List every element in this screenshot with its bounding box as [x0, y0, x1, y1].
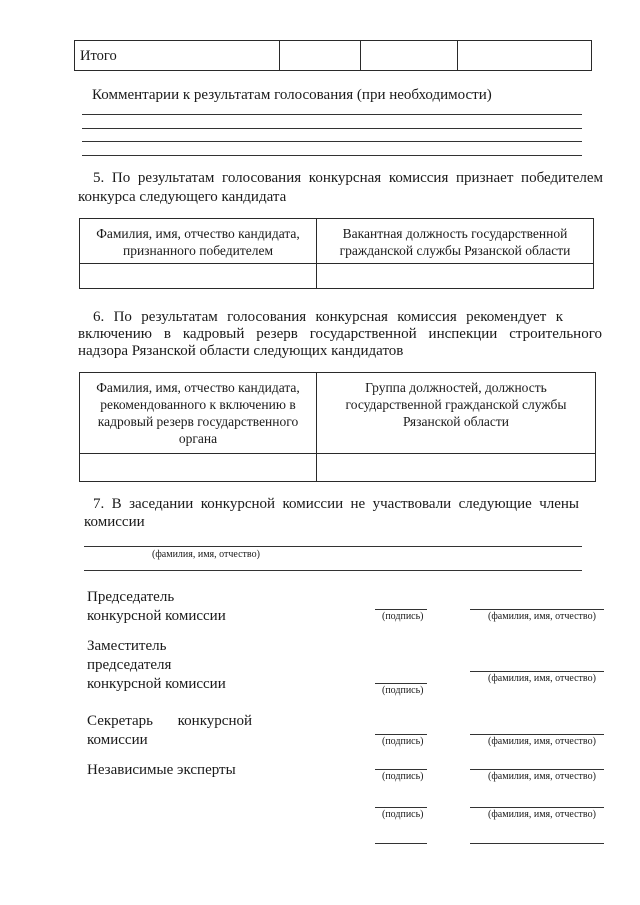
experts-title: Независимые эксперты [87, 762, 236, 778]
reserve-header-position-line-3: Рязанской области [402, 414, 510, 429]
winner-header-position-line-1: Вакантная должность государственной [342, 226, 568, 241]
secretary-fio-line [470, 734, 604, 735]
itogo-cell-2 [280, 41, 361, 71]
itogo-label: Итого [80, 48, 117, 64]
secretary-title [87, 712, 252, 750]
secretary-title-line-2: комиссии [87, 732, 148, 748]
expert-2-sign-line [375, 807, 427, 808]
comments-line-4 [82, 155, 582, 156]
secretary-sign-caption: (подпись) [382, 736, 424, 747]
chair-fio-caption: (фамилия, имя, отчество) [488, 611, 596, 622]
comments-label: Комментарии к результатам голосования (при необходимости) [92, 87, 492, 103]
secretary-sign-line [375, 734, 427, 735]
section5-line-2: конкурса следующего кандидата [78, 189, 287, 205]
comments-line-1 [82, 114, 582, 115]
winner-header-fio [80, 219, 317, 264]
absent-members-line-1 [84, 546, 582, 547]
section6-line-3: надзора Рязанской области следующих кандидатов [78, 343, 404, 359]
reserve-fio-cell [80, 454, 317, 482]
reserve-header-position-line-2: государственной гражданской службы [345, 397, 567, 412]
deputy-title-line-2: председателя [87, 657, 172, 673]
secretary-title-word-1: Секретарь [87, 713, 154, 729]
expert-3-sign-line [375, 843, 427, 844]
itogo-cell-4 [458, 41, 592, 71]
reserve-header-fio-line-1: Фамилия, имя, отчество кандидата, [96, 380, 300, 395]
expert-2-fio-line [470, 807, 604, 808]
comments-line-3 [82, 141, 582, 142]
winner-header-fio-line-2: признанного победителем [122, 243, 273, 258]
chair-sign-line [375, 609, 427, 610]
chair-title-line-2: конкурсной комиссии [87, 608, 226, 624]
reserve-header-fio [80, 373, 317, 454]
deputy-sign-line [375, 683, 427, 684]
expert-1-sign-line [375, 769, 427, 770]
winner-header-fio-line-1: Фамилия, имя, отчество кандидата, [96, 226, 300, 241]
itogo-table [74, 40, 592, 71]
expert-3-fio-line [470, 843, 604, 844]
winner-fio-cell [80, 264, 317, 289]
chair-sign-caption: (подпись) [382, 611, 424, 622]
itogo-cell-3 [361, 41, 458, 71]
reserve-header-position-line-1: Группа должностей, должность [365, 380, 547, 395]
expert-1-fio-line [470, 769, 604, 770]
winner-header-position [317, 219, 594, 264]
chair-fio-line [470, 609, 604, 610]
secretary-fio-caption: (фамилия, имя, отчество) [488, 736, 596, 747]
deputy-title-line-1: Заместитель [87, 638, 167, 654]
deputy-title-line-3: конкурсной комиссии [87, 676, 226, 692]
deputy-fio-line [470, 671, 604, 672]
itogo-label-cell [75, 41, 280, 71]
secretary-title-word-2: конкурсной [177, 713, 252, 729]
section7-line-1: 7. В заседании конкурсной комиссии не участвовали следующие члены [93, 496, 579, 512]
comments-line-2 [82, 128, 582, 129]
reserve-table [79, 372, 596, 482]
winner-header-position-line-2: гражданской службы Рязанской области [339, 243, 571, 258]
expert-1-sign-caption: (подпись) [382, 771, 424, 782]
expert-1-fio-caption: (фамилия, имя, отчество) [488, 771, 596, 782]
deputy-fio-caption: (фамилия, имя, отчество) [488, 673, 596, 684]
reserve-header-fio-line-3: кадровый резерв государственного [97, 414, 299, 429]
expert-2-fio-caption: (фамилия, имя, отчество) [488, 809, 596, 820]
reserve-header-position [317, 373, 596, 454]
chair-title [87, 588, 226, 626]
expert-2-sign-caption: (подпись) [382, 809, 424, 820]
section6-line-1: 6. По результатам голосования конкурсная комиссия рекомендует к [93, 309, 563, 325]
winner-table [79, 218, 594, 289]
winner-position-cell [317, 264, 594, 289]
section7-line-2: комиссии [84, 514, 145, 530]
section6-line-2: включению в кадровый резерв государственной инспекции строительного [78, 326, 602, 342]
reserve-header-fio-line-2: рекомендованного к включению в [100, 397, 296, 412]
absent-members-caption: (фамилия, имя, отчество) [152, 549, 260, 560]
absent-members-line-2 [84, 570, 582, 571]
reserve-header-fio-line-4: органа [178, 431, 218, 446]
deputy-sign-caption: (подпись) [382, 685, 424, 696]
reserve-position-cell [317, 454, 596, 482]
deputy-title [87, 637, 226, 694]
section5-line-1: 5. По результатам голосования конкурсная комиссия признает победителем [93, 170, 603, 186]
chair-title-line-1: Председатель [87, 589, 175, 605]
